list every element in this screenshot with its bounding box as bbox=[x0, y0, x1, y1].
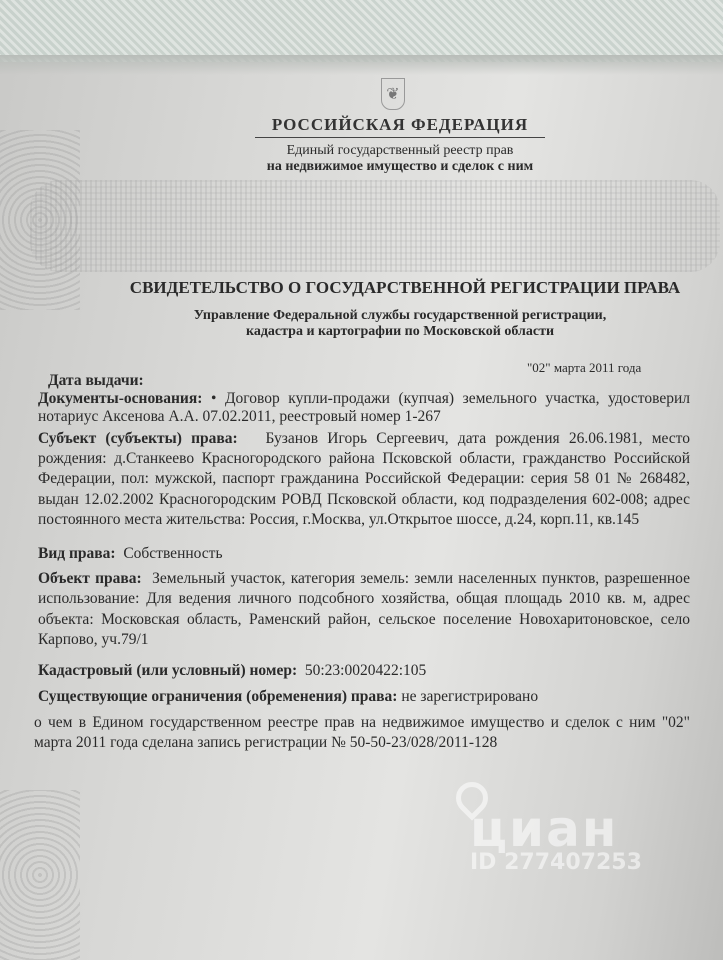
issue-date-label: Дата выдачи: bbox=[48, 372, 144, 389]
subject-line-3: Федерации, пол: мужской, паспорт гражданина Российской Федерации: серия 58 01 № 268482, bbox=[38, 470, 690, 487]
issue-date: "02" марта 2011 года bbox=[527, 360, 642, 375]
subject-line-2: рождения: д.Станкеево Красногородского района Псковской области, гражданство Российской bbox=[38, 450, 690, 467]
object-line-3: объекта: Московская область, Раменский район, сельское поселение Новохаритоновское, село bbox=[38, 611, 690, 628]
registry-line-1: Единый государственный реестр прав bbox=[286, 143, 514, 158]
record-line-2: марта 2011 года сделана запись регистрации № 50-50-23/028/2011-128 bbox=[34, 734, 498, 751]
cadastral-value: 50:23:0020422:105 bbox=[304, 662, 427, 679]
record-line-1: о чем в Едином государственном реестре прав на недвижимое имущество и сделок с ним "02" bbox=[34, 714, 690, 731]
cadastral-label: Кадастровый (или условный) номер: bbox=[38, 662, 298, 679]
document-title: СВИДЕТЕЛЬСТВО О ГОСУДАРСТВЕННОЙ РЕГИСТРАЦИИ ПРАВА bbox=[129, 278, 681, 297]
object-text: Земельный участок, категория земель: земли населенных пунктов, разрешенное bbox=[152, 570, 690, 587]
ornament-left-bottom bbox=[0, 790, 80, 960]
documents-label: Документы-основания: bbox=[38, 390, 203, 407]
right-type bbox=[38, 545, 223, 563]
right-type-label: Вид права: bbox=[38, 545, 116, 562]
authority-line-2: кадастра и картографии по Московской области bbox=[245, 324, 555, 339]
watermark-id: ID 277407253 bbox=[470, 850, 642, 875]
authority-line-1: Управление Федеральной службы государственной регистрации, bbox=[193, 308, 607, 323]
background-texture bbox=[0, 0, 723, 62]
restrictions bbox=[38, 688, 538, 706]
subject-line-5: постоянного места жительства: Россия, г.Москва, ул.Открытое шоссе, д.24, корп.11, кв.145 bbox=[38, 511, 640, 528]
watermark-brand: циан bbox=[470, 800, 619, 858]
subject-label: Субъект (субъекты) права: bbox=[38, 430, 238, 447]
restrictions-label: Существующие ограничения (обременения) права: bbox=[38, 688, 398, 705]
restrictions-value: не зарегистрировано bbox=[401, 688, 539, 705]
country-heading: РОССИЙСКАЯ ФЕДЕРАЦИЯ bbox=[255, 115, 545, 138]
object-line-1 bbox=[38, 570, 690, 588]
registry-line-2: на недвижимое имущество и сделок с ним bbox=[266, 159, 534, 174]
object-line-4: Карпово, уч.79/1 bbox=[38, 631, 149, 648]
paper-edge bbox=[0, 55, 723, 75]
subject-text: Бузанов Игорь Сергеевич, дата рождения 26.06.1981, место bbox=[265, 430, 691, 447]
object-label: Объект права: bbox=[38, 570, 142, 587]
right-type-value: Собственность bbox=[123, 545, 223, 562]
object-line-2: использование: Для ведения личного подсобного хозяйства, общая площадь 2010 кв. м, адрес bbox=[38, 590, 690, 607]
subject-line-4: выдан 12.02.2002 Красногородским РОВД Псковской области, код подразделения 602-008; адрес bbox=[38, 491, 690, 508]
documents-text: • Договор купли-продажи (купчая) земельного участка, удостоверил bbox=[210, 390, 690, 407]
ornamental-band bbox=[30, 180, 720, 272]
documents-line-1 bbox=[38, 390, 690, 408]
subject-line-1 bbox=[38, 430, 690, 448]
cadastral-number bbox=[38, 662, 426, 680]
watermark bbox=[440, 780, 642, 875]
coat-of-arms-icon: ❦ bbox=[381, 78, 405, 110]
documents-line-2: нотариус Аксенова А.А. 07.02.2011, реестровый номер 1-267 bbox=[38, 408, 441, 425]
